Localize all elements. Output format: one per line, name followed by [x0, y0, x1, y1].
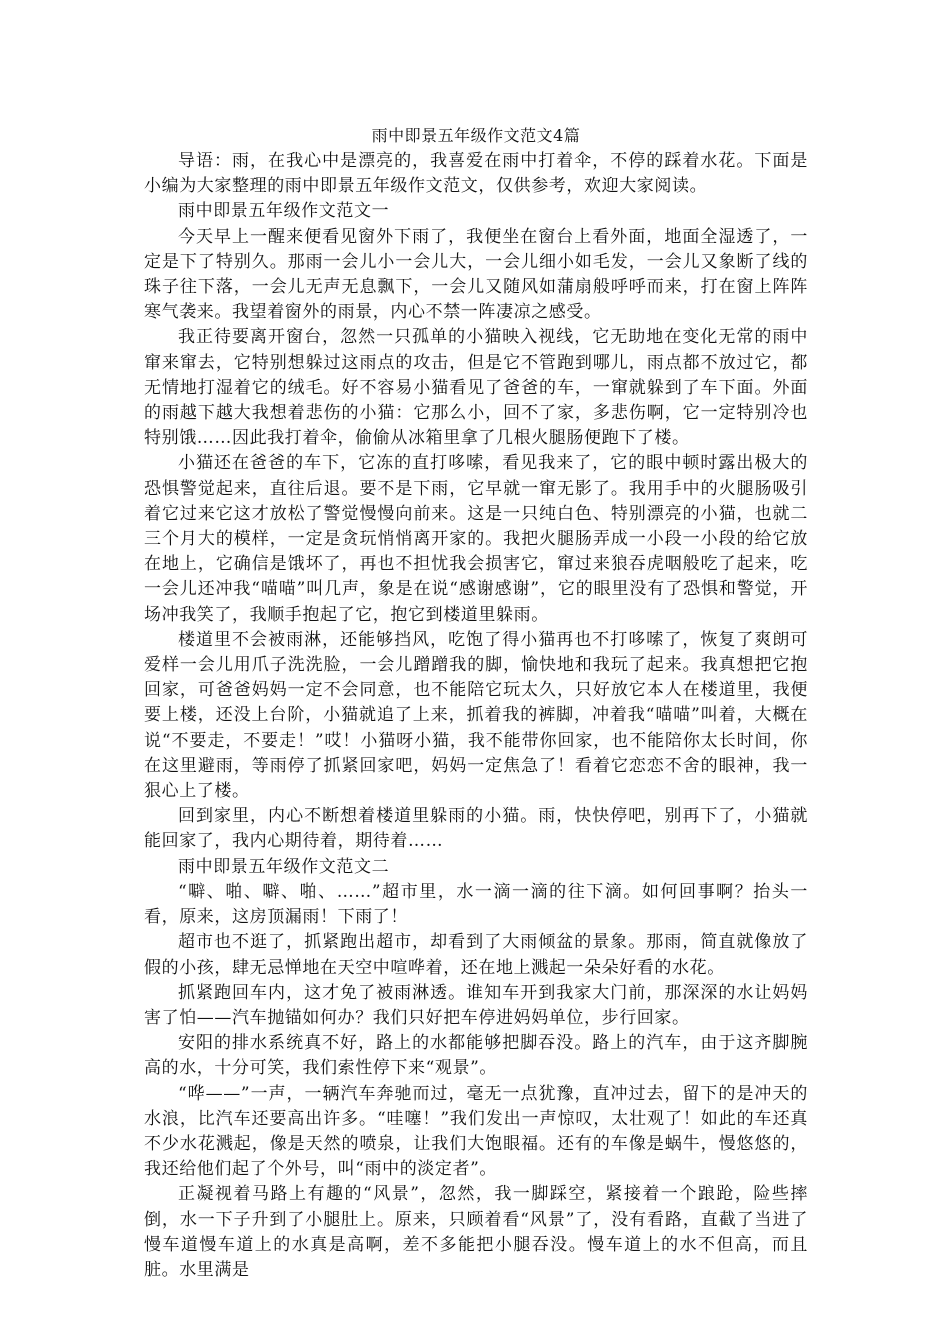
- body-paragraph: “噼、啪、噼、啪、……”超市里，水一滴一滴的往下滴。如何回事啊？抬头一看，原来，这房顶漏雨！下雨了！: [144, 881, 808, 928]
- body-paragraph: 我正待要离开窗台，忽然一只孤单的小猫映入视线，它无助地在变化无常的雨中窜来窜去，它特别想躲过这雨点的攻击，但是它不管跑到哪儿，雨点都不放过它，都无情地打湿着它的绒毛。好不容易小猫看见了爸爸的车，一窜就躲到了车下面。外面的雨越下越大我想着悲伤的小猫：它那么小，回不了家，多悲伤啊，它一定特别冷也特别饿……因此我打着伞，偷偷从冰箱里拿了几根火腿肠便跑下了楼。: [144, 327, 808, 449]
- body-paragraph: 正凝视着马路上有趣的“风景”，忽然，我一脚踩空，紧接着一个踉跄，险些摔倒，水一下子升到了小腿肚上。原来，只顾着看“风景”了，没有看路，直截了当进了慢车道慢车道上的水真是高啊，差不多能把小腿吞没。慢车道上的水不但高，而且脏。水里满是: [144, 1184, 808, 1280]
- document-title: 雨中即景五年级作文范文4篇: [371, 126, 581, 145]
- body-paragraph: 楼道里不会被雨淋，还能够挡风，吃饱了得小猫再也不打哆嗦了，恢复了爽朗可爱样一会儿用爪子洗洗脸，一会儿蹭蹭我的脚，愉快地和我玩了起来。我真想把它抱回家，可爸爸妈妈一定不会同意，也不能陪它玩太久，只好放它本人在楼道里，我便要上楼，还没上台阶，小猫就追了上来，抓着我的裤脚，冲着我“喵喵”叫着，大概在说“不要走，不要走！”哎！小猫呀小猫，我不能带你回家，也不能陪你太长时间，你在这里避雨，等雨停了抓紧回家吧，妈妈一定焦急了！看着它恋恋不舍的眼神，我一狠心上了楼。: [144, 629, 808, 802]
- body-paragraph: 抓紧跑回车内，这才免了被雨淋透。谁知车开到我家大门前，那深深的水让妈妈害了怕——汽车抛锚如何办？我们只好把车停进妈妈单位，步行回家。: [144, 982, 808, 1028]
- section-heading-1: 雨中即景五年级作文范文一: [178, 201, 390, 222]
- document-page: [144, 124, 808, 1283]
- section-heading-2: 雨中即景五年级作文范文二: [178, 856, 390, 877]
- body-paragraph: 回到家里，内心不断想着楼道里躲雨的小猫。雨，快快停吧，别再下了，小猫就能回家了，我内心期待着，期待着……: [144, 806, 808, 852]
- body-paragraph: 超市也不逛了，抓紧跑出超市，却看到了大雨倾盆的景象。那雨，简直就像放了假的小孩，肆无忌惮地在天空中喧哗着，还在地上溅起一朵朵好看的水花。: [144, 932, 808, 978]
- body-paragraph: “哗——”一声，一辆汽车奔驰而过，毫无一点犹豫，直冲过去，留下的是冲天的水浪，比汽车还要高出许多。“哇噻！”我们发出一声惊叹，太壮观了！如此的车还真不少水花溅起，像是天然的喷泉，让我们大饱眼福。还有的车像是蜗牛，慢悠悠的，我还给他们起了个外号，叫“雨中的淡定者”。: [144, 1083, 808, 1180]
- intro-paragraph: 导语：雨，在我心中是漂亮的，我喜爱在雨中打着伞，不停的踩着水花。下面是小编为大家整理的雨中即景五年级作文范文，仅供参考，欢迎大家阅读。: [144, 151, 808, 197]
- body-paragraph: 安阳的排水系统真不好，路上的水都能够把脚吞没。路上的汽车，由于这齐脚腕高的水，十分可笑，我们索性停下来“观景”。: [144, 1033, 808, 1079]
- body-paragraph: 今天早上一醒来便看见窗外下雨了，我便坐在窗台上看外面，地面全湿透了，一定是下了特别久。那雨一会儿小一会儿大，一会儿细小如毛发，一会儿又象断了线的珠子往下落，一会儿无声无息飘下，一会儿又随风如蒲扇般呼呼而来，打在窗上阵阵寒气袭来。我望着窗外的雨景，内心不禁一阵凄凉之感受。: [144, 226, 808, 323]
- body-paragraph: 小猫还在爸爸的车下，它冻的直打哆嗦，看见我来了，它的眼中顿时露出极大的恐惧警觉起来，直往后退。要不是下雨，它早就一窜无影了。我用手中的火腿肠吸引着它过来它这才放松了警觉慢慢向前来。这是一只纯白色、特别漂亮的小猫，也就二三个月大的模样，一定是贪玩悄悄离开家的。我把火腿肠弄成一小段一小段的给它放在地上，它确信是饿坏了，再也不担忧我会损害它，窜过来狼吞虎咽般吃了起来，吃一会儿还冲我“喵喵”叫几声，象是在说“感谢感谢”，它的眼里没有了恐惧和警觉，开场冲我笑了，我顺手抱起了它，抱它到楼道里躲雨。: [144, 453, 808, 625]
